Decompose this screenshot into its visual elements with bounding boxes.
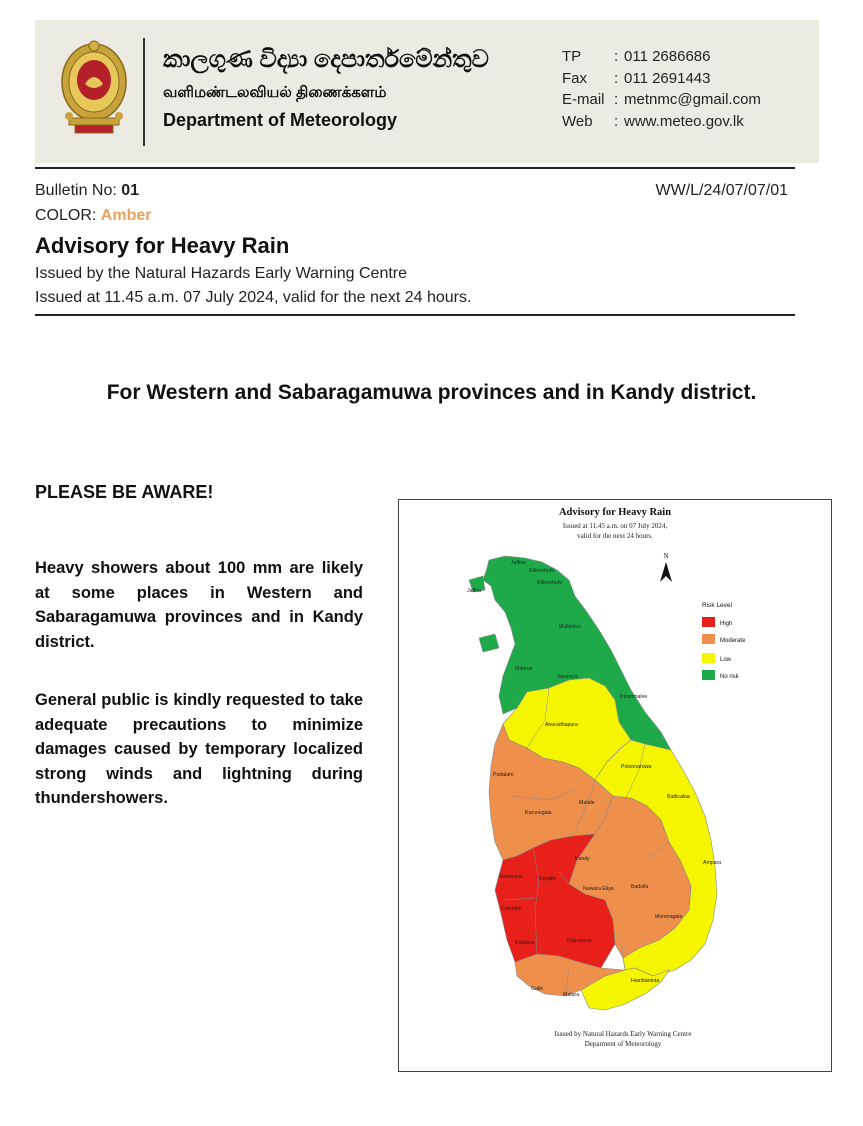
north-arrow-icon [660,552,672,582]
district-label: Polonnaruwa [621,764,652,770]
letterhead [35,20,819,163]
bulletin-reference: WW/L/24/07/07/01 [655,182,788,199]
bulletin-number-value: 01 [121,182,140,199]
district-label: Puttalam [493,772,514,778]
region-heading: For Western and Sabaragamuwa provinces and in Kandy district. [106,381,757,404]
bulletin-number [35,182,139,200]
district-label: Mannar [515,666,533,672]
district-label: Vavuniya [557,674,578,680]
bulletin-color [35,207,151,225]
contact-value: 011 2691443 [624,69,711,87]
legend-label: No risk [720,674,739,680]
contact-value-web-link[interactable]: www.meteo.gov.lk [624,112,744,130]
district-label: Gampaha [499,874,522,880]
district-label: Hambantota [631,978,660,984]
contact-details [562,46,761,132]
contact-separator: : [614,112,619,130]
advisory-paragraph-1: Heavy showers about 100 mm are likely at some places in Western and Sabaragamuwa provinces and in Kandy district. [35,559,363,651]
map-footer-1: Issued by Natural Hazards Early Warning Centre [554,1030,692,1038]
header-divider [143,38,145,146]
map-footer-2: Deparment of Meteorology [584,1040,662,1048]
bulletin-number-label: Bulletin No: [35,182,117,199]
district-label: Ampara [703,860,722,866]
legend-swatch-low [702,653,715,663]
district-label: Galle [531,986,544,992]
contact-row-email [562,89,761,111]
legend-swatch-no-risk [702,670,715,680]
contact-label: Fax [562,69,588,87]
contact-value-email-link[interactable]: metnmc@gmail.com [624,91,761,108]
district-label: Kegalle [539,876,557,882]
map-title: Advisory for Heavy Rain [558,507,672,518]
district-label: Kilinochchi [537,580,562,586]
district-label: Trincomalee [619,694,648,700]
legend-label: Low [720,657,732,663]
contact-label: Web [562,112,593,130]
contact-separator: : [614,48,619,65]
org-name-tamil: வளிமண்டலவியல் திணைக்களம் [163,84,387,101]
map-legend [702,602,746,680]
legend-swatch-moderate [702,634,715,644]
legend-label: Moderate [720,638,746,644]
legend-title: Risk Level [702,602,732,609]
risk-map [398,499,832,1072]
district-label: Ratnapura [567,938,592,944]
contact-row-web [562,111,761,133]
district-label: Colombo [501,906,522,912]
north-label: N [663,552,669,560]
org-name-sinhala: කාලගුණ විද්‍යා දෙපාර්තමේන්තුව [163,46,489,73]
advisory-title: Advisory for Heavy Rain [35,233,290,258]
district-label: Mullaitivu [559,624,581,630]
bulletin-color-label: COLOR: [35,207,97,224]
contact-value: 011 2686686 [624,48,711,65]
legend-swatch-high [702,617,715,627]
map-subtitle-1: Issued at 11.45 a.m. on 07 July 2024, [562,522,668,530]
rule-bottom [35,314,795,316]
legend-label: High [720,621,733,627]
issued-at: Issued at 11.45 a.m. 07 July 2024, valid for the next 24 hours. [35,289,472,306]
issued-by: Issued by the Natural Hazards Early Warning Centre [35,265,408,282]
bulletin-color-value: Amber [100,207,152,224]
district-label: Kilinochchi [529,568,554,574]
district-label: Batticaloa [667,794,690,800]
region-no-risk [479,634,499,652]
district-label: Kandy [575,856,590,862]
island-map [469,556,717,1010]
contact-row-tp [562,46,761,68]
org-name-english: Department of Meteorology [163,110,398,130]
district-label: Moneragala [655,914,683,920]
rule-top [35,167,795,169]
district-label: Jaffna [511,560,526,566]
advisory-paragraph-2: General public is kindly requested to take adequate precautions to minimize damages caused by temporary localized strong winds and lightning during thundershowers. [35,691,363,807]
district-label: Anuradhapura [545,722,578,728]
sri-lanka-emblem-logo [55,38,133,138]
district-label: Jaffna [467,588,482,594]
district-label: Badulla [631,884,649,890]
aware-heading: PLEASE BE AWARE! [35,482,214,502]
map-subtitle-2: valid for the next 24 hours. [577,532,653,540]
contact-separator: : [614,69,619,87]
district-label: Kurunegala [525,810,552,816]
district-label: Matara [563,992,580,998]
district-label: Nuwara Eliya [583,886,614,892]
contact-row-fax [562,68,761,90]
district-label: Kalutara [515,940,535,946]
risk-map-canvas [399,500,831,1071]
district-label: Matale [579,800,595,806]
contact-label: E-mail [562,91,605,108]
contact-label: TP [562,48,582,65]
contact-separator: : [614,91,619,108]
